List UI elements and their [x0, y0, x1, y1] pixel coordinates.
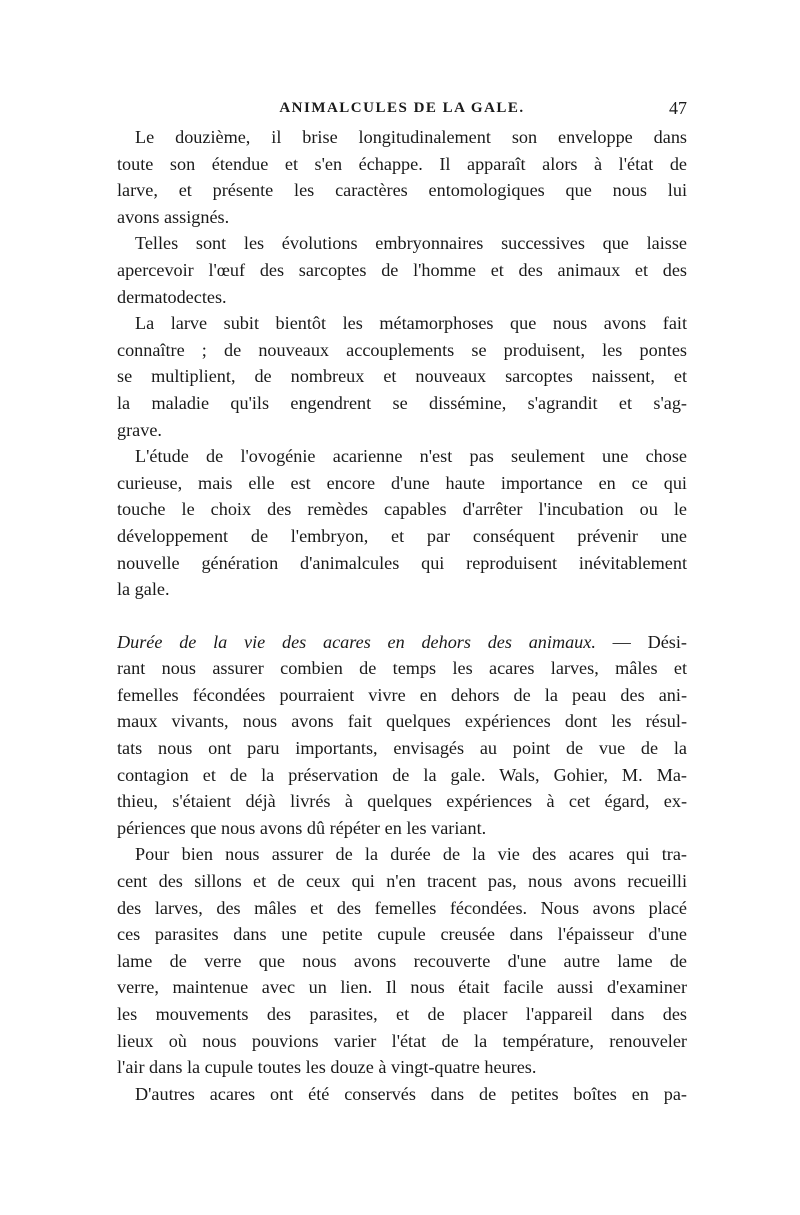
text-line: dermatodectes. [117, 286, 227, 307]
text-line: contagion et de la préservation de la gale. Wals, Gohier, M. Ma- [117, 764, 687, 785]
section-heading: Durée de la vie des acares en dehors des animaux. [117, 631, 596, 652]
text-line: L'étude de l'ovogénie acarienne n'est pas seulement une chose [135, 446, 687, 467]
text-line: Le douzième, il brise longitudinalement son enveloppe dans [135, 127, 687, 147]
text-line: la gale. [117, 579, 170, 600]
text-line: avons assignés. [117, 206, 230, 227]
text-line: la maladie qu'ils engendrent se dissémine, s'agrandit et s'ag- [117, 392, 687, 413]
text-line: ces parasites dans une petite cupule creusée dans l'épaisseur d'une [117, 924, 687, 945]
text-line: se multiplient, de nombreux et nouveaux sarcoptes naissent, et [117, 366, 687, 387]
text-line: Pour bien nous assurer de la durée de la vie des acares qui tra- [135, 844, 687, 865]
text-line: curieuse, mais elle est encore d'une haute importance en ce qui [117, 472, 687, 493]
text-line: larve, et présente les caractères entomologiques que nous lui [117, 180, 687, 201]
text-line: grave. [117, 419, 162, 440]
text-line: connaître ; de nouveaux accouplements se produisent, les pontes [117, 339, 687, 360]
text-line: les mouvements des parasites, et de placer l'appareil dans des [117, 1004, 687, 1024]
text-line: verre, maintenue avec un lien. Il nous était facile aussi d'examiner [117, 977, 687, 998]
text-line: lame de verre que nous avons recouverte d'une autre lame de [117, 950, 687, 971]
body-text [117, 124, 687, 1107]
text-line: développement de l'embryon, et par conséquent prévenir une [117, 525, 687, 546]
text-line: maux vivants, nous avons fait quelques expériences dont les résul- [117, 711, 687, 732]
text-line: tats nous ont paru importants, envisagés au point de vue de la [117, 738, 687, 759]
text-line: toute son étendue et s'en échappe. Il apparaît alors à l'état de [117, 153, 687, 174]
text-line: nouvelle génération d'animalcules qui reproduisent inévitablement [117, 552, 687, 573]
section-spacer [117, 603, 687, 629]
paragraph [117, 230, 687, 310]
text-line: périences que nous avons dû répéter en les variant. [117, 817, 487, 838]
running-title: ANIMALCULES DE LA GALE. [279, 100, 525, 116]
page-number: 47 [669, 98, 687, 118]
paragraph [117, 124, 687, 230]
text-line: thieu, s'étaient déjà livrés à quelques expériences à cet égard, ex- [117, 791, 687, 812]
paragraph [117, 443, 687, 603]
paragraph [117, 841, 687, 1080]
text-line: des larves, des mâles et des femelles fécondées. Nous avons placé [117, 897, 687, 918]
section-paragraph [117, 629, 687, 842]
text-line: La larve subit bientôt les métamorphoses que nous avons fait [135, 313, 687, 334]
text-line: cent des sillons et de ceux qui n'en tracent pas, nous avons recueilli [117, 871, 687, 892]
text-line: femelles fécondées pourraient vivre en dehors de la peau des ani- [117, 684, 687, 705]
text-line: lieux où nous pouvions varier l'état de la température, renouveler [117, 1030, 687, 1051]
paragraph [117, 310, 687, 443]
text-line: apercevoir l'œuf des sarcoptes de l'homme et des animaux et des [117, 259, 687, 280]
paragraph [117, 1081, 687, 1108]
text-line: l'air dans la cupule toutes les douze à vingt-quatre heures. [117, 1057, 537, 1078]
text-line: Telles sont les évolutions embryonnaires successives que laisse [135, 233, 687, 254]
text-line: touche le choix des remèdes capables d'arrêter l'incubation ou le [117, 499, 687, 520]
text-line: rant nous assurer combien de temps les acares larves, mâles et [117, 658, 687, 679]
section-heading-line [117, 629, 687, 656]
section-heading-continuation: — Dési- [595, 631, 687, 652]
running-head [117, 96, 687, 120]
text-line: D'autres acares ont été conservés dans de petites boîtes en pa- [135, 1083, 687, 1104]
